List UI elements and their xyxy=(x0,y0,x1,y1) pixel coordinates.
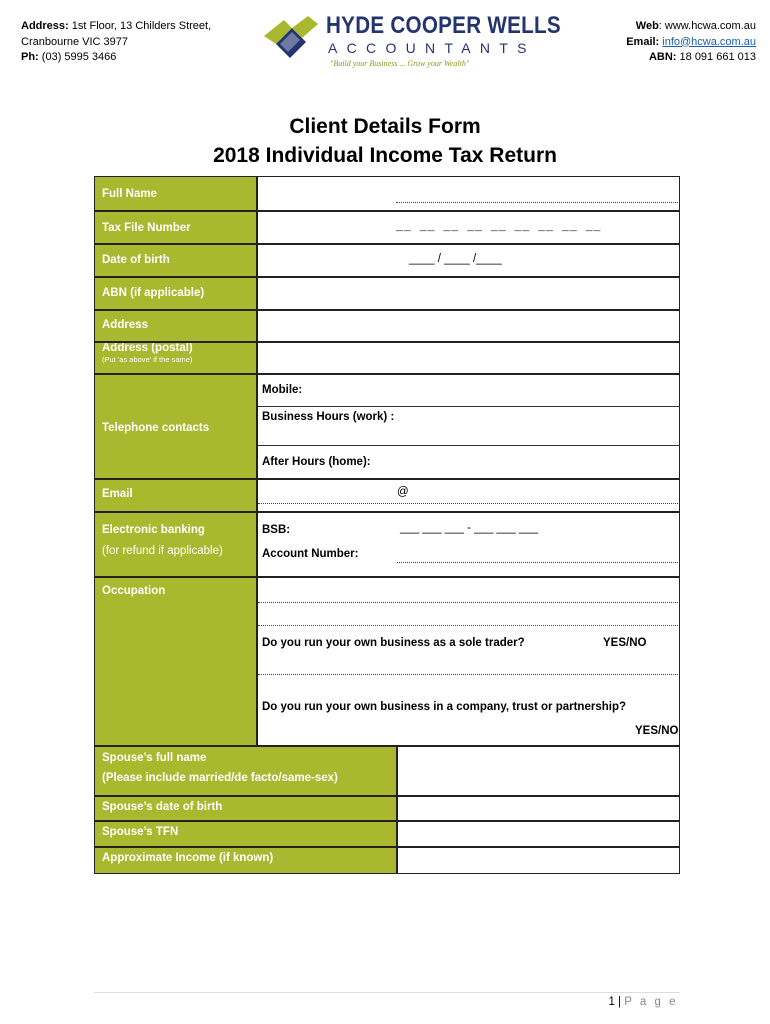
business-hours-label: Business Hours (work) : xyxy=(262,411,395,423)
dob-input[interactable]: ____ / ____ /____ xyxy=(409,253,502,265)
banking-label: Electronic banking (for refund if applicable) xyxy=(95,513,257,577)
client-details-form xyxy=(94,176,680,874)
address-line1: 1st Floor, 13 Childers Street, xyxy=(68,20,212,32)
abn-field-label: ABN (if applicable) xyxy=(95,278,257,310)
mobile-label: Mobile: xyxy=(262,384,303,396)
postal-address-input[interactable] xyxy=(258,343,678,372)
logo-accountants: ACCOUNTANTS xyxy=(328,40,536,56)
banking-note: (for refund if applicable) xyxy=(102,545,223,557)
sole-trader-question: Do you run your own business as a sole trader? xyxy=(262,637,525,649)
address-label: Address: xyxy=(21,20,69,32)
postal-address-note: (Put 'as above' if the same) xyxy=(102,355,193,364)
abn-input[interactable] xyxy=(258,278,678,308)
dob-label: Date of birth xyxy=(95,245,257,277)
account-number-input[interactable] xyxy=(397,562,678,563)
income-input[interactable] xyxy=(398,848,678,872)
logo-tagline: "Build your Business ... Grow your Wealth" xyxy=(330,59,470,68)
account-number-label: Account Number: xyxy=(262,548,359,560)
spouse-name-note: (Please include married/de facto/same-sex) xyxy=(102,772,338,784)
spouse-dob-input[interactable] xyxy=(398,797,678,819)
address-field-label: Address xyxy=(95,311,257,341)
company-question: Do you run your own business in a company, trust or partnership? xyxy=(262,701,626,713)
email-label: Email: xyxy=(626,35,660,48)
footer-divider xyxy=(94,992,680,993)
page-word: P a g e xyxy=(624,996,678,1008)
abn-value: 18 091 661 013 xyxy=(676,51,756,63)
spouse-name-label: Spouse’s full name (Please include married/de facto/same-sex) xyxy=(95,747,397,796)
address-line2: Cranbourne VIC 3977 xyxy=(21,35,129,48)
web-label: Web xyxy=(635,20,659,32)
web-contact-details xyxy=(626,19,756,66)
spouse-tfn-label: Spouse’s TFN xyxy=(95,822,397,847)
page-number: 1 xyxy=(608,996,615,1008)
email-input[interactable] xyxy=(258,503,678,504)
email-field-label: Email xyxy=(95,480,257,512)
office-contact-details xyxy=(21,19,211,66)
abn-label: ABN: xyxy=(648,51,677,63)
company-yes-no[interactable]: YES/NO xyxy=(635,725,679,737)
logo-mark-icon xyxy=(262,14,322,64)
spouse-dob-label: Spouse’s date of birth xyxy=(95,797,397,821)
bsb-label: BSB: xyxy=(262,524,291,536)
phone-value: (03) 5995 3466 xyxy=(38,51,117,63)
after-hours-label: After Hours (home): xyxy=(262,456,371,468)
income-label: Approximate Income (if known) xyxy=(95,848,397,873)
logo-company-name: HYDE COOPER WELLS xyxy=(326,12,561,39)
full-name-input[interactable] xyxy=(396,202,678,203)
phone-label: Ph: xyxy=(21,51,39,63)
full-name-label: Full Name xyxy=(95,177,257,211)
email-link[interactable]: info@hcwa.com.au xyxy=(662,35,756,48)
company-logo xyxy=(262,12,561,72)
spouse-tfn-input[interactable] xyxy=(398,822,678,845)
email-at-symbol: @ xyxy=(397,486,409,498)
form-subtitle: 2018 Individual Income Tax Return xyxy=(213,144,557,167)
sole-trader-yes-no[interactable]: YES/NO xyxy=(603,637,647,649)
bsb-input[interactable]: ___ ___ ___ - ___ ___ ___ xyxy=(400,522,539,534)
address-input[interactable] xyxy=(258,311,678,340)
occupation-input[interactable] xyxy=(258,602,678,603)
occupation-label: Occupation xyxy=(95,578,257,746)
spouse-name-input[interactable] xyxy=(398,747,678,794)
web-value[interactable]: : www.hcwa.com.au xyxy=(658,20,756,32)
tfn-input[interactable]: __ __ __ __ __ __ __ __ __ xyxy=(396,221,602,234)
page-separator: | xyxy=(614,996,625,1008)
postal-address-label: Address (postal) (Put 'as above' if the same) xyxy=(95,342,257,374)
form-title: Client Details Form xyxy=(289,115,481,138)
page-footer xyxy=(608,996,678,1008)
tfn-label: Tax File Number xyxy=(95,212,257,244)
telephone-label: Telephone contacts xyxy=(95,375,257,479)
